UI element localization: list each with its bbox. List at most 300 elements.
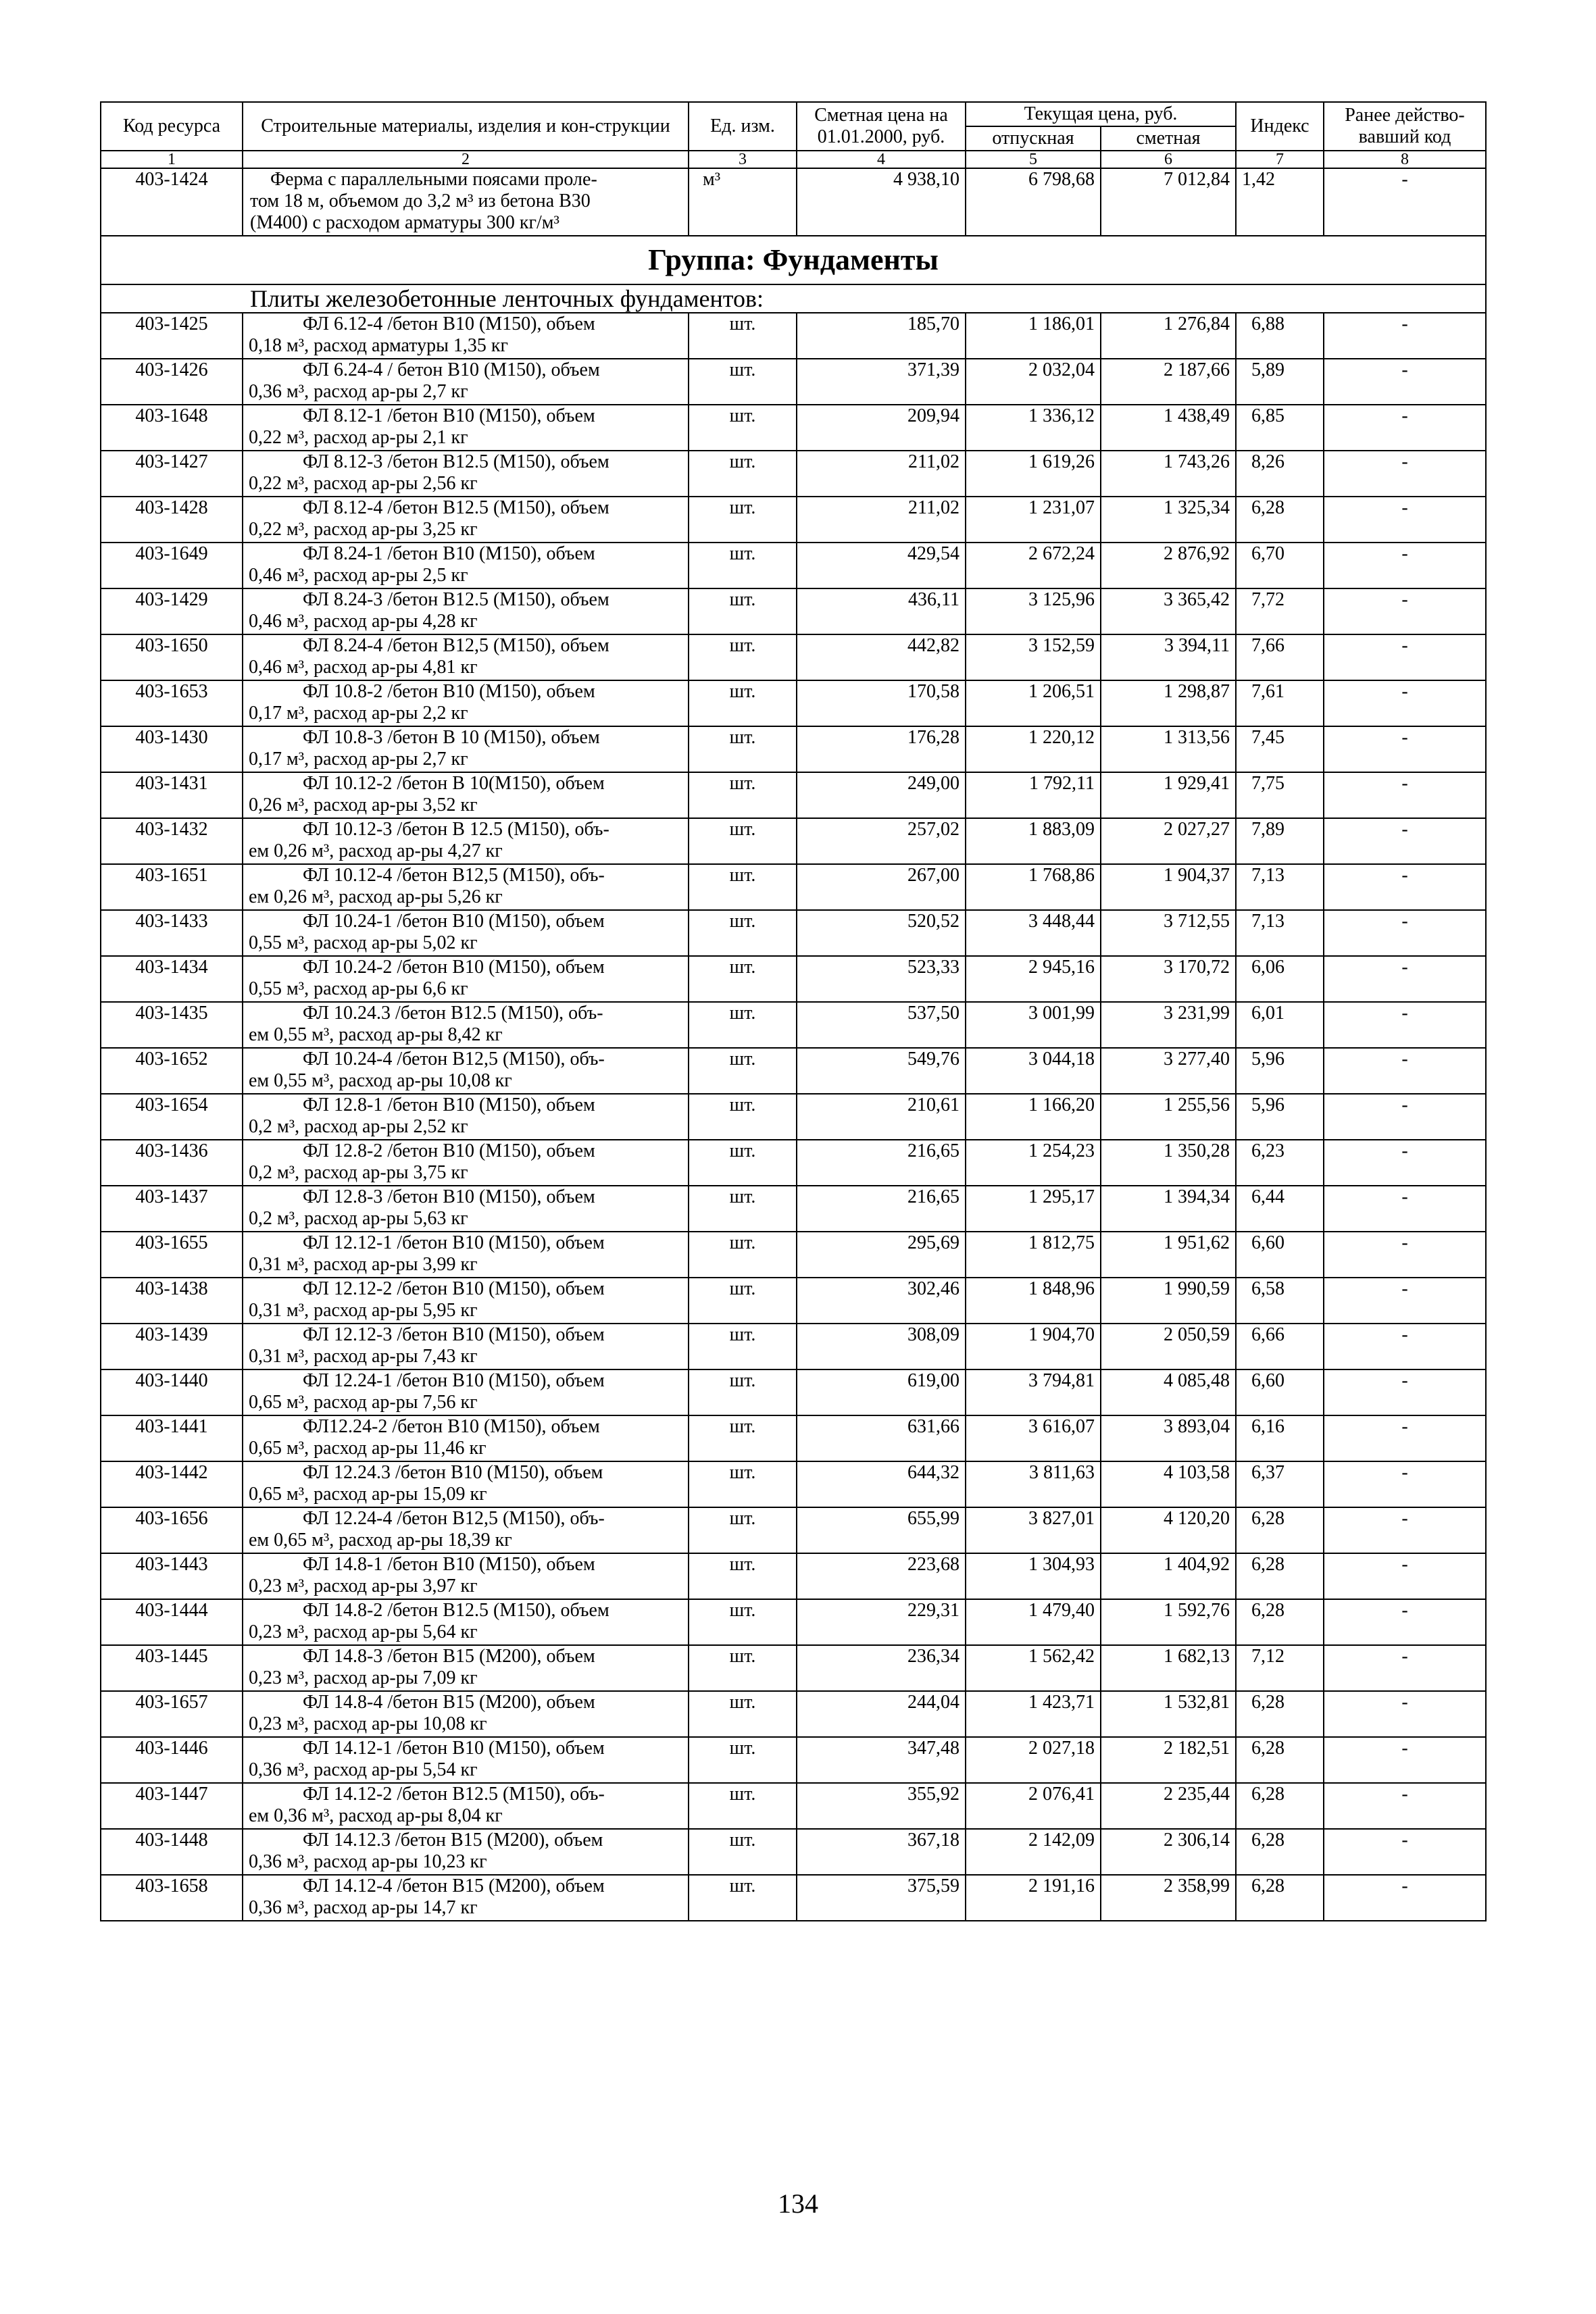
price-index: 6,28 (1236, 1829, 1324, 1875)
resource-name (243, 1186, 689, 1232)
price-index: 6,58 (1236, 1278, 1324, 1324)
column-number: 3 (689, 151, 797, 168)
column-number-row (101, 151, 1486, 168)
previous-code: - (1324, 1094, 1486, 1140)
estimate-price: 216,65 (797, 1186, 966, 1232)
table-row (101, 772, 1486, 818)
resource-name (243, 1232, 689, 1278)
header-current-price: Текущая цена, руб. (966, 102, 1236, 126)
resource-name (243, 864, 689, 910)
estimate-current-price: 4 085,48 (1101, 1369, 1236, 1415)
previous-code: - (1324, 726, 1486, 772)
unit: шт. (689, 910, 797, 956)
previous-code: - (1324, 1140, 1486, 1186)
price-index: 7,61 (1236, 680, 1324, 726)
estimate-price: 308,09 (797, 1324, 966, 1369)
estimate-current-price: 1 404,92 (1101, 1553, 1236, 1599)
previous-code: - (1324, 1278, 1486, 1324)
previous-code: - (1324, 168, 1486, 236)
resource-name (243, 359, 689, 405)
unit: шт. (689, 1599, 797, 1645)
resource-name-line: ем 0,65 м³, расход ар-ры 18,39 кг (249, 1530, 512, 1551)
header-estimate-current: сметная (1101, 126, 1236, 151)
price-index: 7,13 (1236, 864, 1324, 910)
resource-name-line: 0,2 м³, расход ар-ры 3,75 кг (249, 1162, 468, 1183)
unit: шт. (689, 1507, 797, 1553)
price-index: 1,42 (1236, 168, 1324, 236)
resource-name-line: 0,2 м³, расход ар-ры 2,52 кг (249, 1116, 468, 1137)
header-name: Строительные материалы, изделия и кон-струкции (243, 102, 689, 151)
price-index: 6,60 (1236, 1232, 1324, 1278)
release-price: 1 479,40 (966, 1599, 1101, 1645)
resource-name-line: 0,31 м³, расход ар-ры 3,99 кг (249, 1254, 478, 1275)
price-index: 7,66 (1236, 634, 1324, 680)
table-row (101, 818, 1486, 864)
table-row (101, 497, 1486, 543)
price-index: 6,28 (1236, 1507, 1324, 1553)
resource-name-line: ФЛ 8.12-3 /бетон В12.5 (М150), объем (303, 451, 609, 472)
price-index: 6,66 (1236, 1324, 1324, 1369)
price-index: 6,60 (1236, 1369, 1324, 1415)
unit: шт. (689, 634, 797, 680)
estimate-price: 223,68 (797, 1553, 966, 1599)
unit: шт. (689, 1048, 797, 1094)
header-row-top (101, 102, 1486, 126)
release-price: 1 904,70 (966, 1324, 1101, 1369)
price-index: 6,37 (1236, 1461, 1324, 1507)
previous-code: - (1324, 1415, 1486, 1461)
estimate-current-price: 3 365,42 (1101, 588, 1236, 634)
resource-name-line: ФЛ 10.8-2 /бетон В10 (М150), объем (303, 681, 595, 702)
resource-code: 403-1653 (101, 680, 243, 726)
column-number: 4 (797, 151, 966, 168)
price-index: 7,13 (1236, 910, 1324, 956)
release-price: 2 191,16 (966, 1875, 1101, 1921)
estimate-current-price: 1 438,49 (1101, 405, 1236, 451)
resource-name-line: 0,23 м³, расход ар-ры 3,97 кг (249, 1576, 478, 1596)
resource-name (243, 1553, 689, 1599)
resource-name-line: ФЛ 8.12-1 /бетон В10 (М150), объем (303, 405, 595, 426)
header-release-price: отпускная (966, 126, 1101, 151)
release-price: 3 811,63 (966, 1461, 1101, 1507)
price-index: 6,28 (1236, 1783, 1324, 1829)
resource-name-line: 0,17 м³, расход ар-ры 2,7 кг (249, 749, 468, 770)
resource-name-line: ФЛ 6.12-4 /бетон В10 (М150), объем (303, 313, 595, 334)
unit: шт. (689, 1875, 797, 1921)
resource-code: 403-1657 (101, 1691, 243, 1737)
release-price: 1 295,17 (966, 1186, 1101, 1232)
resource-code: 403-1437 (101, 1186, 243, 1232)
resource-code: 403-1654 (101, 1094, 243, 1140)
price-index: 6,16 (1236, 1415, 1324, 1461)
resource-code: 403-1448 (101, 1829, 243, 1875)
resource-name-line: ем 0,55 м³, расход ар-ры 8,42 кг (249, 1024, 503, 1045)
estimate-current-price: 1 990,59 (1101, 1278, 1236, 1324)
resource-name-line: ФЛ 12.24-4 /бетон В12,5 (М150), объ- (303, 1508, 605, 1529)
price-index: 6,23 (1236, 1140, 1324, 1186)
estimate-price: 244,04 (797, 1691, 966, 1737)
resource-name-line: том 18 м, объемом до 3,2 м³ из бетона В30 (250, 191, 591, 211)
previous-code: - (1324, 680, 1486, 726)
estimate-current-price: 2 182,51 (1101, 1737, 1236, 1783)
estimate-price: 295,69 (797, 1232, 966, 1278)
subgroup-title: Плиты железобетонные ленточных фундаментов: (101, 284, 1486, 313)
resource-name-line: 0,31 м³, расход ар-ры 5,95 кг (249, 1300, 478, 1321)
price-index: 7,45 (1236, 726, 1324, 772)
resource-name-line: 0,46 м³, расход ар-ры 4,81 кг (249, 657, 478, 678)
unit: шт. (689, 818, 797, 864)
table-row (101, 1278, 1486, 1324)
release-price: 3 125,96 (966, 588, 1101, 634)
price-index: 5,96 (1236, 1094, 1324, 1140)
resource-name-line: ФЛ12.24-2 /бетон В10 (М150), объем (303, 1416, 600, 1437)
header-index: Индекс (1236, 102, 1324, 151)
estimate-price: 355,92 (797, 1783, 966, 1829)
resource-name-line: ФЛ 14.8-3 /бетон В15 (М200), объем (303, 1646, 595, 1667)
resource-name (243, 1461, 689, 1507)
resource-code: 403-1439 (101, 1324, 243, 1369)
unit: шт. (689, 864, 797, 910)
resource-name-line: ФЛ 12.8-1 /бетон В10 (М150), объем (303, 1095, 595, 1115)
release-price: 6 798,68 (966, 168, 1101, 236)
estimate-price: 302,46 (797, 1278, 966, 1324)
release-price: 3 794,81 (966, 1369, 1101, 1415)
resource-name (243, 1691, 689, 1737)
resource-code: 403-1651 (101, 864, 243, 910)
estimate-current-price: 3 893,04 (1101, 1415, 1236, 1461)
estimate-current-price: 2 358,99 (1101, 1875, 1236, 1921)
header-estimate-price: Сметная цена на 01.01.2000, руб. (797, 102, 966, 151)
estimate-price: 4 938,10 (797, 168, 966, 236)
estimate-price: 216,65 (797, 1140, 966, 1186)
resource-name (243, 1829, 689, 1875)
release-price: 1 336,12 (966, 405, 1101, 451)
unit: шт. (689, 1691, 797, 1737)
resource-name (243, 1324, 689, 1369)
table-row (101, 1048, 1486, 1094)
resource-name-line: ФЛ 12.24-1 /бетон В10 (М150), объем (303, 1370, 605, 1391)
column-number: 5 (966, 151, 1101, 168)
estimate-current-price: 3 231,99 (1101, 1002, 1236, 1048)
resource-price-table (100, 101, 1487, 1921)
estimate-price: 375,59 (797, 1875, 966, 1921)
unit: шт. (689, 359, 797, 405)
resource-code: 403-1433 (101, 910, 243, 956)
unit: шт. (689, 1553, 797, 1599)
resource-code: 403-1445 (101, 1645, 243, 1691)
release-price: 2 945,16 (966, 956, 1101, 1002)
estimate-current-price: 3 170,72 (1101, 956, 1236, 1002)
unit: шт. (689, 1002, 797, 1048)
previous-code: - (1324, 1645, 1486, 1691)
resource-name (243, 405, 689, 451)
resource-code: 403-1649 (101, 543, 243, 588)
estimate-price: 236,34 (797, 1645, 966, 1691)
resource-name-line: ФЛ 14.12-2 /бетон В12.5 (М150), объ- (303, 1784, 605, 1805)
release-price: 1 883,09 (966, 818, 1101, 864)
table-row (101, 680, 1486, 726)
resource-code: 403-1440 (101, 1369, 243, 1415)
column-number: 8 (1324, 151, 1486, 168)
group-row (101, 236, 1486, 284)
price-index: 6,28 (1236, 1875, 1324, 1921)
resource-name-line: 0,65 м³, расход ар-ры 11,46 кг (249, 1438, 487, 1459)
table-row (101, 634, 1486, 680)
previous-code: - (1324, 1186, 1486, 1232)
resource-name-line: Ферма с параллельными поясами проле- (270, 169, 597, 190)
resource-name (243, 497, 689, 543)
estimate-price: 210,61 (797, 1094, 966, 1140)
release-price: 2 076,41 (966, 1783, 1101, 1829)
previous-code: - (1324, 543, 1486, 588)
resource-code: 403-1429 (101, 588, 243, 634)
price-index: 6,28 (1236, 497, 1324, 543)
estimate-current-price: 1 255,56 (1101, 1094, 1236, 1140)
release-price: 1 848,96 (966, 1278, 1101, 1324)
estimate-price: 267,00 (797, 864, 966, 910)
previous-code: - (1324, 956, 1486, 1002)
resource-name-line: 0,26 м³, расход ар-ры 3,52 кг (249, 795, 478, 815)
resource-name-line: ФЛ 8.24-3 /бетон В12.5 (М150), объем (303, 589, 609, 610)
table-row (101, 1599, 1486, 1645)
estimate-price: 442,82 (797, 634, 966, 680)
resource-code: 403-1656 (101, 1507, 243, 1553)
resource-name-line: ФЛ 6.24-4 / бетон В10 (М150), объем (303, 359, 600, 380)
table-row (101, 1186, 1486, 1232)
table-row (101, 1829, 1486, 1875)
previous-code: - (1324, 1507, 1486, 1553)
table-row (101, 726, 1486, 772)
unit: шт. (689, 1232, 797, 1278)
release-price: 1 186,01 (966, 313, 1101, 359)
resource-name (243, 1278, 689, 1324)
estimate-price: 185,70 (797, 313, 966, 359)
estimate-current-price: 2 187,66 (1101, 359, 1236, 405)
estimate-current-price: 2 050,59 (1101, 1324, 1236, 1369)
resource-name-line: 0,2 м³, расход ар-ры 5,63 кг (249, 1208, 468, 1229)
release-price: 1 254,23 (966, 1140, 1101, 1186)
table-row (101, 864, 1486, 910)
estimate-current-price: 7 012,84 (1101, 168, 1236, 236)
release-price: 1 423,71 (966, 1691, 1101, 1737)
resource-name-line: ем 0,36 м³, расход ар-ры 8,04 кг (249, 1805, 503, 1826)
resource-code: 403-1446 (101, 1737, 243, 1783)
previous-code: - (1324, 497, 1486, 543)
table-row (101, 1324, 1486, 1369)
previous-code: - (1324, 1875, 1486, 1921)
price-index: 6,28 (1236, 1691, 1324, 1737)
estimate-current-price: 1 298,87 (1101, 680, 1236, 726)
resource-name-line: 0,55 м³, расход ар-ры 5,02 кг (249, 932, 478, 953)
price-index: 6,28 (1236, 1599, 1324, 1645)
price-index: 6,44 (1236, 1186, 1324, 1232)
table-row (101, 588, 1486, 634)
previous-code: - (1324, 588, 1486, 634)
estimate-current-price: 1 682,13 (1101, 1645, 1236, 1691)
resource-name-line: ФЛ 12.12-2 /бетон В10 (М150), объем (303, 1278, 605, 1299)
table-row (101, 1415, 1486, 1461)
price-index: 7,72 (1236, 588, 1324, 634)
estimate-current-price: 3 394,11 (1101, 634, 1236, 680)
resource-name-line: ФЛ 10.24.3 /бетон В12.5 (М150), объ- (303, 1003, 603, 1024)
estimate-current-price: 4 120,20 (1101, 1507, 1236, 1553)
estimate-price: 537,50 (797, 1002, 966, 1048)
price-index: 8,26 (1236, 451, 1324, 497)
resource-name (243, 772, 689, 818)
resource-name (243, 1415, 689, 1461)
estimate-current-price: 1 592,76 (1101, 1599, 1236, 1645)
estimate-current-price: 3 277,40 (1101, 1048, 1236, 1094)
estimate-current-price: 1 904,37 (1101, 864, 1236, 910)
resource-name (243, 1645, 689, 1691)
estimate-price: 520,52 (797, 910, 966, 956)
table-row (101, 405, 1486, 451)
header-code: Код ресурса (101, 102, 243, 151)
unit: шт. (689, 405, 797, 451)
release-price: 1 206,51 (966, 680, 1101, 726)
estimate-current-price: 2 306,14 (1101, 1829, 1236, 1875)
previous-code: - (1324, 1002, 1486, 1048)
unit: шт. (689, 1278, 797, 1324)
table-row (101, 543, 1486, 588)
previous-code: - (1324, 772, 1486, 818)
estimate-price: 655,99 (797, 1507, 966, 1553)
estimate-price: 249,00 (797, 772, 966, 818)
unit: шт. (689, 1140, 797, 1186)
table-row (101, 1140, 1486, 1186)
price-index: 6,70 (1236, 543, 1324, 588)
resource-name (243, 588, 689, 634)
resource-name (243, 168, 689, 236)
resource-name-line: ФЛ 10.24-4 /бетон В12,5 (М150), объ- (303, 1049, 605, 1070)
unit: шт. (689, 1369, 797, 1415)
table-row (101, 1691, 1486, 1737)
previous-code: - (1324, 1461, 1486, 1507)
resource-code: 403-1443 (101, 1553, 243, 1599)
previous-code: - (1324, 1783, 1486, 1829)
estimate-current-price: 1 313,56 (1101, 726, 1236, 772)
unit: шт. (689, 726, 797, 772)
resource-name-line: ФЛ 10.24-2 /бетон В10 (М150), объем (303, 957, 605, 978)
column-number: 1 (101, 151, 243, 168)
price-index: 7,12 (1236, 1645, 1324, 1691)
previous-code: - (1324, 359, 1486, 405)
price-index: 6,06 (1236, 956, 1324, 1002)
resource-name-line: 0,36 м³, расход ар-ры 10,23 кг (249, 1851, 487, 1872)
estimate-current-price: 1 394,34 (1101, 1186, 1236, 1232)
table-row (101, 451, 1486, 497)
price-index: 6,28 (1236, 1553, 1324, 1599)
estimate-current-price: 2 027,27 (1101, 818, 1236, 864)
previous-code: - (1324, 1553, 1486, 1599)
unit: шт. (689, 313, 797, 359)
unit: шт. (689, 588, 797, 634)
previous-code: - (1324, 451, 1486, 497)
estimate-current-price: 2 876,92 (1101, 543, 1236, 588)
estimate-current-price: 3 712,55 (1101, 910, 1236, 956)
release-price: 3 152,59 (966, 634, 1101, 680)
resource-name-line: ФЛ 14.12-1 /бетон В10 (М150), объем (303, 1738, 605, 1759)
release-price: 1 768,86 (966, 864, 1101, 910)
resource-name (243, 451, 689, 497)
estimate-price: 211,02 (797, 497, 966, 543)
resource-code: 403-1650 (101, 634, 243, 680)
estimate-current-price: 2 235,44 (1101, 1783, 1236, 1829)
price-index: 5,89 (1236, 359, 1324, 405)
price-index: 7,75 (1236, 772, 1324, 818)
resource-code: 403-1444 (101, 1599, 243, 1645)
estimate-price: 549,76 (797, 1048, 966, 1094)
unit: шт. (689, 1645, 797, 1691)
resource-code: 403-1431 (101, 772, 243, 818)
unit: м³ (689, 168, 797, 236)
resource-name (243, 1048, 689, 1094)
previous-code: - (1324, 313, 1486, 359)
resource-code: 403-1438 (101, 1278, 243, 1324)
resource-name-line: 0,55 м³, расход ар-ры 6,6 кг (249, 978, 468, 999)
resource-code: 403-1434 (101, 956, 243, 1002)
resource-code: 403-1428 (101, 497, 243, 543)
estimate-current-price: 1 929,41 (1101, 772, 1236, 818)
resource-name-line: ФЛ 10.12-2 /бетон В 10(М150), объем (303, 773, 605, 794)
resource-name-line: 0,18 м³, расход арматуры 1,35 кг (249, 335, 508, 356)
resource-name-line: ФЛ 8.12-4 /бетон В12.5 (М150), объем (303, 497, 609, 518)
price-table-sheet (100, 101, 1485, 1921)
resource-name-line: ФЛ 10.8-3 /бетон В 10 (М150), объем (303, 727, 600, 748)
resource-name-line: 0,22 м³, расход ар-ры 2,1 кг (249, 427, 468, 448)
resource-code: 403-1425 (101, 313, 243, 359)
previous-code: - (1324, 910, 1486, 956)
resource-code: 403-1435 (101, 1002, 243, 1048)
resource-name (243, 910, 689, 956)
resource-code: 403-1442 (101, 1461, 243, 1507)
table-row (101, 1232, 1486, 1278)
resource-code: 403-1424 (101, 168, 243, 236)
table-row (101, 1507, 1486, 1553)
previous-code: - (1324, 1232, 1486, 1278)
header-previous-code: Ранее действо-вавший код (1324, 102, 1486, 151)
resource-name (243, 313, 689, 359)
header-unit: Ед. изм. (689, 102, 797, 151)
release-price: 2 027,18 (966, 1737, 1101, 1783)
estimate-price: 436,11 (797, 588, 966, 634)
resource-name (243, 1737, 689, 1783)
resource-name (243, 1094, 689, 1140)
estimate-current-price: 1 532,81 (1101, 1691, 1236, 1737)
estimate-price: 371,39 (797, 359, 966, 405)
resource-name-line: ФЛ 14.8-4 /бетон В15 (М200), объем (303, 1692, 595, 1713)
unit: шт. (689, 772, 797, 818)
resource-name-line: ФЛ 12.12-1 /бетон В10 (М150), объем (303, 1232, 605, 1253)
table-row (101, 1553, 1486, 1599)
estimate-price: 209,94 (797, 405, 966, 451)
resource-name-line: ФЛ 8.24-1 /бетон В10 (М150), объем (303, 543, 595, 564)
resource-code: 403-1648 (101, 405, 243, 451)
previous-code: - (1324, 1369, 1486, 1415)
estimate-current-price: 1 350,28 (1101, 1140, 1236, 1186)
price-index: 5,96 (1236, 1048, 1324, 1094)
unit: шт. (689, 1829, 797, 1875)
resource-code: 403-1658 (101, 1875, 243, 1921)
resource-name (243, 726, 689, 772)
price-index: 6,01 (1236, 1002, 1324, 1048)
unit: шт. (689, 1415, 797, 1461)
resource-name-line: ФЛ 10.12-3 /бетон В 12.5 (М150), объ- (303, 819, 609, 840)
unit: шт. (689, 1783, 797, 1829)
resource-name-line: (М400) с расходом арматуры 300 кг/м³ (250, 212, 559, 233)
resource-code: 403-1652 (101, 1048, 243, 1094)
resource-name-line: 0,22 м³, расход ар-ры 2,56 кг (249, 473, 478, 494)
